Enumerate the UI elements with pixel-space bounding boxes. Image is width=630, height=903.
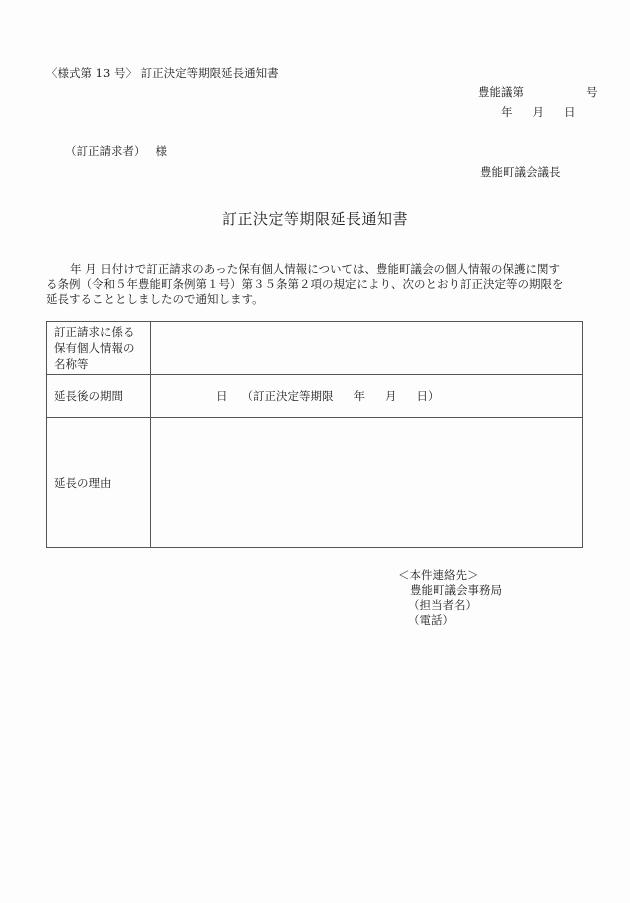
sender: 豊能町議会議長: [480, 165, 561, 179]
document-date: [501, 104, 576, 120]
table-row-reason: [47, 418, 583, 548]
recipient: [65, 143, 167, 159]
body-line-3: 延長することとしましたので通知します。: [46, 292, 264, 306]
table-row-extended-period: [47, 375, 583, 418]
recipient-label: （訂正請求者）: [65, 144, 146, 158]
table-row-info-name: [47, 322, 583, 375]
form-label: 〈様式第 13 号〉 訂正決定等期限延長通知書: [46, 66, 279, 80]
recipient-honorific: 様: [155, 144, 167, 158]
body-line-2: る条例（令和５年豊能町条例第１号）第３５条第２項の規定により、次のとおり訂正決定等の期限を: [46, 277, 564, 291]
contact-office: 豊能町議会事務局: [410, 583, 502, 597]
body-text: [46, 262, 586, 307]
period-day-close: 日）: [416, 389, 440, 403]
row-header-info-name: 訂正請求に係る保有個人情報の名称等: [47, 322, 151, 375]
row-header-extended-period: 延長後の期間: [47, 375, 151, 418]
row-value-reason: [151, 418, 583, 548]
contact-person: （担当者名）: [408, 598, 477, 612]
contact-block: [398, 568, 502, 628]
date-year: 年: [501, 105, 513, 119]
contact-heading: ＜本件連絡先＞: [398, 568, 479, 582]
row-header-reason: 延長の理由: [47, 418, 151, 548]
period-month: 月: [385, 389, 397, 403]
date-month: 月: [532, 105, 544, 119]
document-number-prefix: 豊能議第: [478, 85, 524, 99]
period-year: 年: [353, 389, 365, 403]
document-title: 訂正決定等期限延長通知書: [221, 210, 408, 228]
date-day: 日: [564, 105, 576, 119]
document-number-suffix: 号: [586, 85, 598, 99]
period-deadline-label: （訂正決定等期限: [241, 389, 334, 403]
row-value-extended-period: [151, 375, 583, 418]
row-value-info-name: [151, 322, 583, 375]
document-number: [478, 84, 598, 100]
notice-table: [46, 321, 583, 548]
period-day: 日: [216, 389, 228, 403]
contact-phone: （電話）: [408, 613, 454, 627]
body-line-1: 年 月 日付けで訂正請求のあった保有個人情報については、豊能町議会の個人情報の保護に関す: [70, 262, 560, 276]
